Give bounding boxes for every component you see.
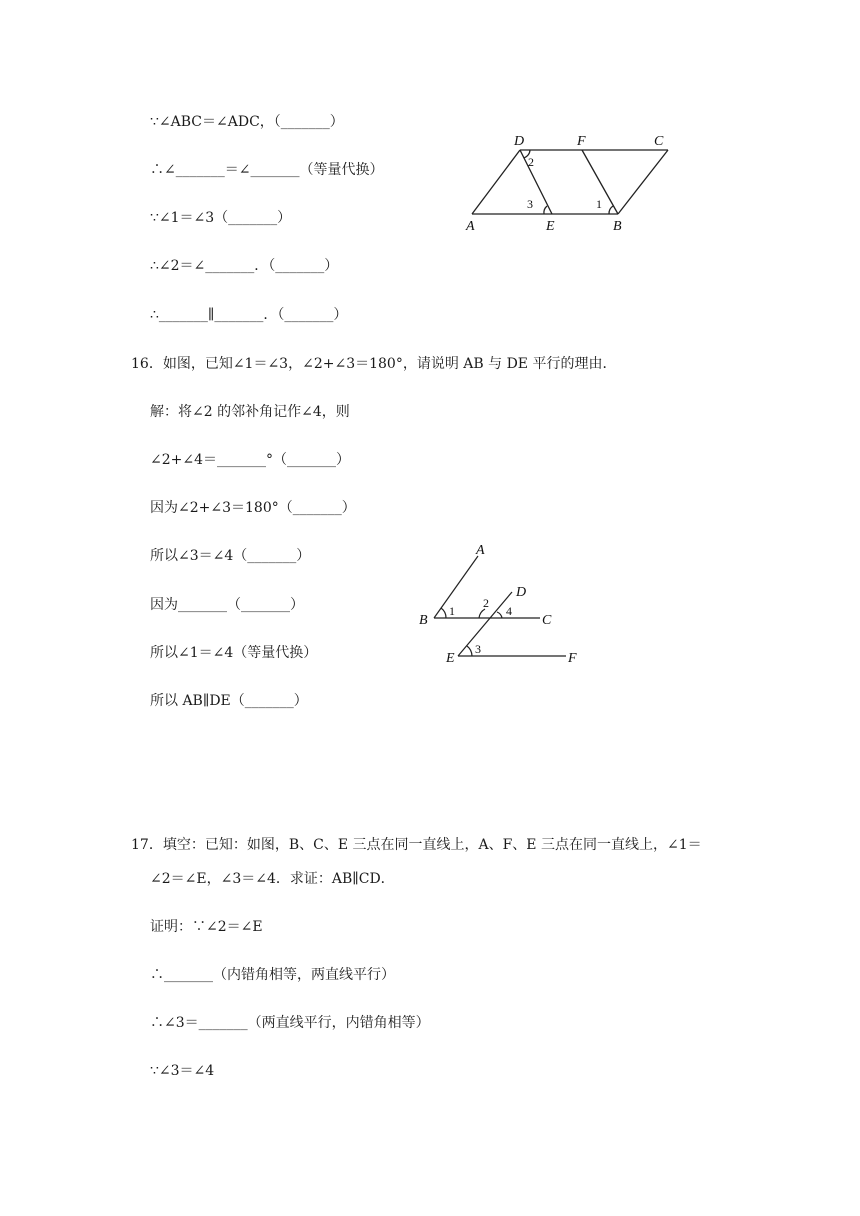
q15-angle-3: 3 <box>527 197 533 211</box>
q16-angle-2: 2 <box>483 596 489 610</box>
q16-label-E: E <box>446 651 455 666</box>
q17-line-1: 证明：∵∠2＝∠E <box>150 919 263 935</box>
q15-label-A: A <box>466 219 475 234</box>
q15-label-C: C <box>654 134 664 149</box>
q16-angle-4: 4 <box>506 604 512 618</box>
q15-label-B: B <box>613 219 622 234</box>
q15-line-5: ∴_______∥_______．（_______） <box>150 307 348 323</box>
q16-question: 16．如图，已知∠1＝∠3，∠2+∠3＝180°，请说明 AB 与 DE 平行的理由． <box>131 356 617 372</box>
q16-line-2: ∠2+∠4＝_______°（_______） <box>150 452 351 468</box>
q17-question-line-2: ∠2＝∠E，∠3＝∠4．求证：AB∥CD． <box>150 871 395 887</box>
q16-parallel-lines-figure <box>412 540 592 670</box>
q17-line-3: ∴∠3＝_______（两直线平行，内错角相等） <box>150 1015 430 1031</box>
q16-label-B: B <box>419 613 428 628</box>
q16-label-C: C <box>542 613 552 628</box>
q16-line-1: 解：将∠2 的邻补角记作∠4，则 <box>150 404 350 420</box>
q15-label-E: E <box>546 219 555 234</box>
q15-label-D: D <box>514 134 525 149</box>
q16-angle-3: 3 <box>475 642 481 656</box>
q15-line-3: ∵∠1＝∠3（_______） <box>150 210 292 226</box>
q16-line-5: 因为_______（_______） <box>150 597 304 613</box>
q17-line-2: ∴_______（内错角相等，两直线平行） <box>150 967 395 983</box>
q16-label-D: D <box>516 585 527 600</box>
q16-label-F: F <box>568 651 577 666</box>
q15-line-1: ∵∠ABC＝∠ADC，（_______） <box>150 114 344 130</box>
q16-label-A: A <box>476 543 485 558</box>
q17-line-4: ∵∠3＝∠4 <box>150 1063 215 1079</box>
q15-label-F: F <box>577 134 586 149</box>
q16-angle-1: 1 <box>449 604 455 618</box>
q15-angle-1: 1 <box>596 197 602 211</box>
q15-line-4: ∴∠2＝∠_______．（_______） <box>150 258 339 274</box>
q15-line-2: ∴∠_______＝∠_______（等量代换） <box>150 162 384 178</box>
q15-parallelogram-figure <box>460 128 690 240</box>
q17-question-line-1: 17．填空：已知：如图，B、C、E 三点在同一直线上，A、F、E 三点在同一直线上，∠1＝ <box>131 837 702 853</box>
q16-line-7: 所以 AB∥DE（_______） <box>150 693 308 709</box>
q16-line-3: 因为∠2+∠3＝180°（_______） <box>150 500 356 516</box>
q16-line-4: 所以∠3＝∠4（_______） <box>150 548 311 564</box>
q15-angle-2: 2 <box>528 155 534 169</box>
q16-line-6: 所以∠1＝∠4（等量代换） <box>150 645 318 661</box>
